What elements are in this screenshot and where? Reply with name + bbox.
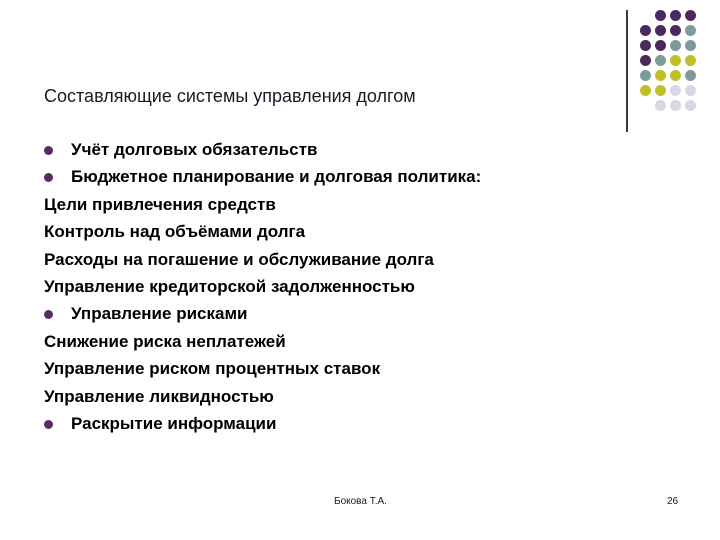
decorative-dot xyxy=(655,40,666,51)
list-item xyxy=(44,136,481,163)
list-item-text: Управление риском процентных ставок xyxy=(44,359,381,379)
decorative-dot xyxy=(670,55,681,66)
list-item-text: Управление рисками xyxy=(71,304,248,324)
decorative-dot xyxy=(670,100,681,111)
list-item xyxy=(44,218,481,245)
list-item xyxy=(44,328,481,355)
list-item-text: Управление ликвидностью xyxy=(44,386,274,406)
decorative-dot xyxy=(670,10,681,21)
bullet-icon xyxy=(44,420,53,429)
decorative-dot xyxy=(655,25,666,36)
list-item xyxy=(44,355,481,382)
decorative-dot xyxy=(685,85,696,96)
decorative-dot xyxy=(670,25,681,36)
decorative-dot xyxy=(655,85,666,96)
decorative-dot xyxy=(640,40,651,51)
header-divider-line xyxy=(626,10,628,132)
decorative-dot xyxy=(655,55,666,66)
decorative-dot xyxy=(670,40,681,51)
decorative-dot xyxy=(685,100,696,111)
decorative-dot xyxy=(685,55,696,66)
list-item-text: Расходы на погашение и обслуживание долга xyxy=(44,249,434,269)
page-number: 26 xyxy=(667,496,679,507)
list-item xyxy=(44,246,481,273)
list-item xyxy=(44,163,481,190)
decorative-dot xyxy=(640,85,651,96)
list-item-text: Раскрытие информации xyxy=(71,413,277,433)
list-item xyxy=(44,383,481,410)
decorative-dot xyxy=(640,25,651,36)
bullet-icon xyxy=(44,310,53,319)
decorative-dot xyxy=(655,100,666,111)
decorative-dot xyxy=(640,55,651,66)
decorative-dot xyxy=(655,70,666,81)
decorative-dot-grid xyxy=(640,10,720,120)
decorative-dot xyxy=(685,40,696,51)
list-item xyxy=(44,273,481,300)
footer-author: Бокова Т.А. xyxy=(334,496,387,507)
list-item-text: Снижение риска неплатежей xyxy=(44,331,286,351)
decorative-dot xyxy=(685,10,696,21)
slide-content xyxy=(44,136,481,437)
bullet-icon xyxy=(44,173,53,182)
decorative-dot xyxy=(640,70,651,81)
list-item-text: Бюджетное планирование и долговая политика: xyxy=(71,167,482,187)
list-item-text: Цели привлечения средств xyxy=(44,194,276,214)
list-item-text: Контроль над объёмами долга xyxy=(44,222,306,242)
decorative-dot xyxy=(655,10,666,21)
list-item xyxy=(44,191,481,218)
decorative-dot xyxy=(685,70,696,81)
list-item xyxy=(44,410,481,437)
list-item-text: Управление кредиторской задолженностью xyxy=(44,276,415,296)
slide-title: Составляющие системы управления долгом xyxy=(44,86,416,106)
decorative-dot xyxy=(685,25,696,36)
bullet-icon xyxy=(44,146,53,155)
decorative-dot xyxy=(670,70,681,81)
decorative-dot xyxy=(670,85,681,96)
list-item xyxy=(44,300,481,327)
list-item-text: Учёт долговых обязательств xyxy=(71,140,318,159)
